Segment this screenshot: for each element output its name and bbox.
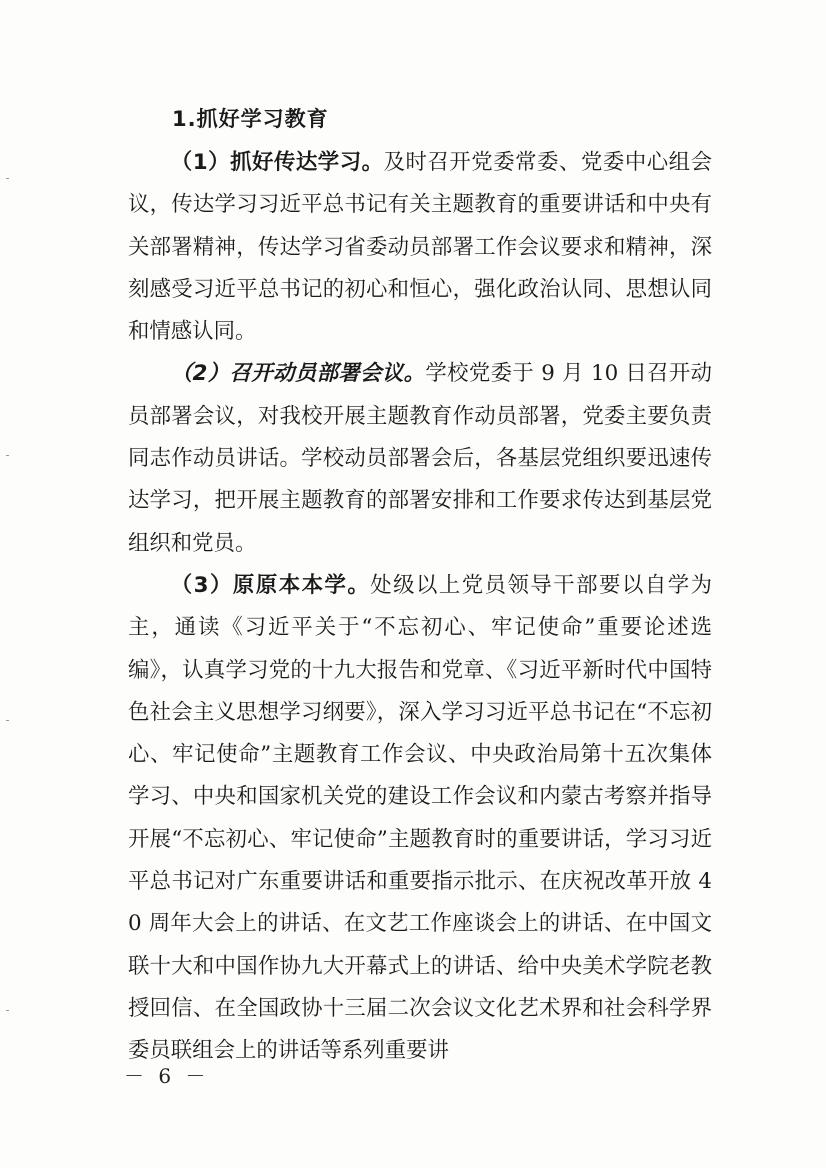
paragraph-3-lead: （3）原原本本学。 xyxy=(170,572,371,598)
document-body xyxy=(128,96,712,1073)
scan-edge-mark xyxy=(6,455,9,456)
paragraph-3 xyxy=(128,565,712,1073)
paragraph-2-text: 学校党委于 9 月 10 日召开动员部署会议，对我校开展主题教育作动员部署，党委主要负责同志作动员讲话。学校动员部署会后，各基层党组织要迅速传达学习，把开展主题教育的部署安排和工作要求传达到基层党组织和党员。 xyxy=(128,361,712,556)
paragraph-2 xyxy=(128,353,712,564)
paragraph-1 xyxy=(128,142,712,353)
paragraph-2-lead: （2）召开动员部署会议。 xyxy=(170,361,426,387)
paragraph-1-lead: （1）抓好传达学习。 xyxy=(170,150,384,175)
scan-edge-mark xyxy=(6,178,9,179)
paragraph-3-text: 处级以上党员领导干部要以自学为主，通读《习近平关于“不忘初心、牢记使命”重要论述选编》，认真学习党的十九大报告和党章、《习近平新时代中国特色社会主义思想学习纲要》，深入学习习近平总书记在“不忘初心、牢记使命”主题教育工作会议、中央政治局第十五次集体学习、中央和国家机关党的建设工作会议和内蒙古考察并指导开展“不忘初心、牢记使命”主题教育时的重要讲话，学习习近平总书记对广东重要讲话和重要指示批示、在庆祝改革开放 40 周年大会上的讲话、在文艺工作座谈会上的讲话、在中国文联十大和中国作协九大开幕式上的讲话、给中央美术学院老教授回信、在全国政协十三届二次会议文化艺术界和社会科学界委员联组会上的讲话等系列重要讲 xyxy=(128,572,712,1064)
page-number: － 6 － xyxy=(124,1064,210,1088)
section-heading: 1.抓好学习教育 xyxy=(172,107,329,131)
paragraph-1-text: 及时召开党委常委、党委中心组会议，传达学习习近平总书记有关主题教育的重要讲话和中央有关部署精神，传达学习省委动员部署工作会议要求和精神，深刻感受习近平总书记的初心和恒心，强化政治认同、思想认同和情感认同。 xyxy=(128,150,712,345)
scan-edge-mark xyxy=(6,1010,9,1011)
scan-edge-mark xyxy=(6,720,9,721)
